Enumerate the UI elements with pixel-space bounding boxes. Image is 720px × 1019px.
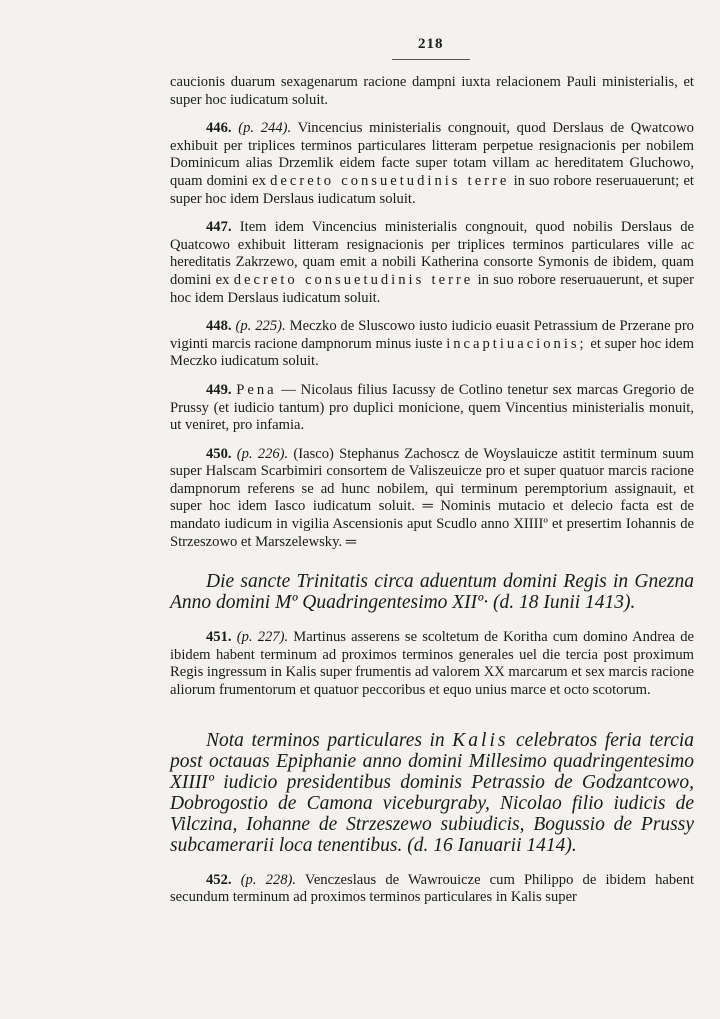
entry-reference: (p. 244). xyxy=(238,120,292,137)
entry-number: 449. xyxy=(206,381,232,398)
entry-number: 446. xyxy=(206,120,232,137)
spaced-text: decreto consuetudinis terre xyxy=(270,172,510,189)
entry-number: 450. xyxy=(206,445,232,462)
section-heading-terms xyxy=(170,730,694,856)
entry-text: in suo robore reseruauerunt; et super hoc idem Derslaus iudicatum soluit. xyxy=(170,172,694,207)
page-body xyxy=(170,74,694,907)
entry-text: in suo robore reseruauerunt, et super hoc idem Derslaus iudicatum soluit. xyxy=(170,271,695,306)
continuation-paragraph: caucionis duarum sexagenarum racione dampni iuxta relacionem Pauli ministerialis, et super hoc iudicatum soluit. xyxy=(170,74,694,108)
entry-446 xyxy=(170,120,694,208)
entry-449 xyxy=(170,382,694,435)
entry-text: Martinus asserens se scoltetum de Koritha cum domino Andrea de ibidem habent terminum ad proximos terminos generales uel die tercia post proximum Regis ingressum in Kalis super frumentis ad valorem XX marcarum et sex marcis racione aliorum frumentorum et quatuor peccoribus et equo unius marce et octo scotorum. xyxy=(170,629,695,699)
entry-text: Vincencius ministerialis congnouit, quod Derslaus de Qwatcowo exhibuit per triplices terminos particulares litteram perpetue resignacionis per nobilem Dominicum alias Drzemlik eidem facte super totam villam ac hereditatem Gluchowo, quam domini ex xyxy=(170,120,694,189)
entry-text: — Nicolaus filius Iacussy de Cotlino tenetur sex marcas Gregorio de Prussy (et iudicio tantum) pro duplici monicione, quem Vincentius ministerialis monuit, ut veniret, pro infamia. xyxy=(170,381,694,434)
entry-reference: (p. 228). xyxy=(240,871,297,888)
spaced-text: incaptiuacionis; xyxy=(446,335,587,352)
entry-text: Meczko de Sluscowo iusto iudicio euasit Petrassium de Przerane pro viginti marcis racione dampnorum minus iuste xyxy=(170,318,694,352)
spaced-text: decreto consuetudinis terre xyxy=(233,271,474,288)
entry-reference: (p. 227). xyxy=(236,629,289,646)
entry-text: (Iasco) Stephanus Zachoscz de Woyslauicze astitit terminum suum super Halscam Scarbimiri consortem de Valiszeuicze pro et super quatuor marcis racione dampnorum referens se ad hunc nobilem, qui terminum peremptorium assignauit, et super hoc idem Iasco iudicatum soluit. ═ Nominis mutacio et delecio facta est de mandato iudicum in vigilia Ascensionis aput Scudlo anno XIIIIº et presertim Iohannis de Strzeszowo et Marszelewsky. ═ xyxy=(170,445,694,550)
entry-text: et super hoc idem Meczko iudicatum soluit. xyxy=(170,335,694,370)
entry-reference: (p. 226). xyxy=(236,445,289,462)
entry-reference: (p. 225). xyxy=(235,318,286,335)
spaced-text: Kalis xyxy=(452,729,509,751)
section-heading-trinity: Die sancte Trinitatis circa aduentum domini Regis in Gnezna Anno domini Mº Quadringentesimo XIIº· (d. 18 Iunii 1413). xyxy=(170,571,694,614)
spaced-text: Pena xyxy=(236,381,277,398)
entry-447 xyxy=(170,219,694,307)
entry-text: Venczeslaus de Wawrouicze cum Philippo de ibidem habent secundum terminum ad proximos terminos particulares in Kalis super xyxy=(170,871,695,906)
entry-450 xyxy=(170,446,694,552)
entry-number: 447. xyxy=(206,219,232,236)
entry-448 xyxy=(170,318,694,371)
entry-number: 448. xyxy=(206,318,232,335)
heading-text: Nota terminos particulares in xyxy=(206,729,445,751)
entry-452 xyxy=(170,872,694,907)
entry-451 xyxy=(170,629,694,699)
heading-text: celebratos feria tercia post octauas Epiphanie anno domini Millesimo quadringentesimo XIIIIº iudicio presidentibus dominis Petrassio de Godzantcowo, Dobrogostio de Camona viceburgraby, Nicolao filio iudicis de Vilczina, Iohanne de Strzeszewo subiudicis, Bogussio de Prussy subcamerarii loca tenentibus. (d. 16 Ianuarii 1414). xyxy=(170,729,695,856)
page-number-rule xyxy=(392,59,470,60)
entry-number: 452. xyxy=(206,871,232,888)
entry-number: 451. xyxy=(206,629,232,646)
page-number: 218 xyxy=(418,36,444,52)
entry-text: Item idem Vincencius ministerialis congnouit, quod nobilis Derslaus de Quatcowo exhibuit litteram resignacionis per triplices terminos particulares ville ac hereditatis Zakrzewo, quam emit a nobili Katherina consorte Symonis de ibidem, quam domini ex xyxy=(170,219,694,288)
